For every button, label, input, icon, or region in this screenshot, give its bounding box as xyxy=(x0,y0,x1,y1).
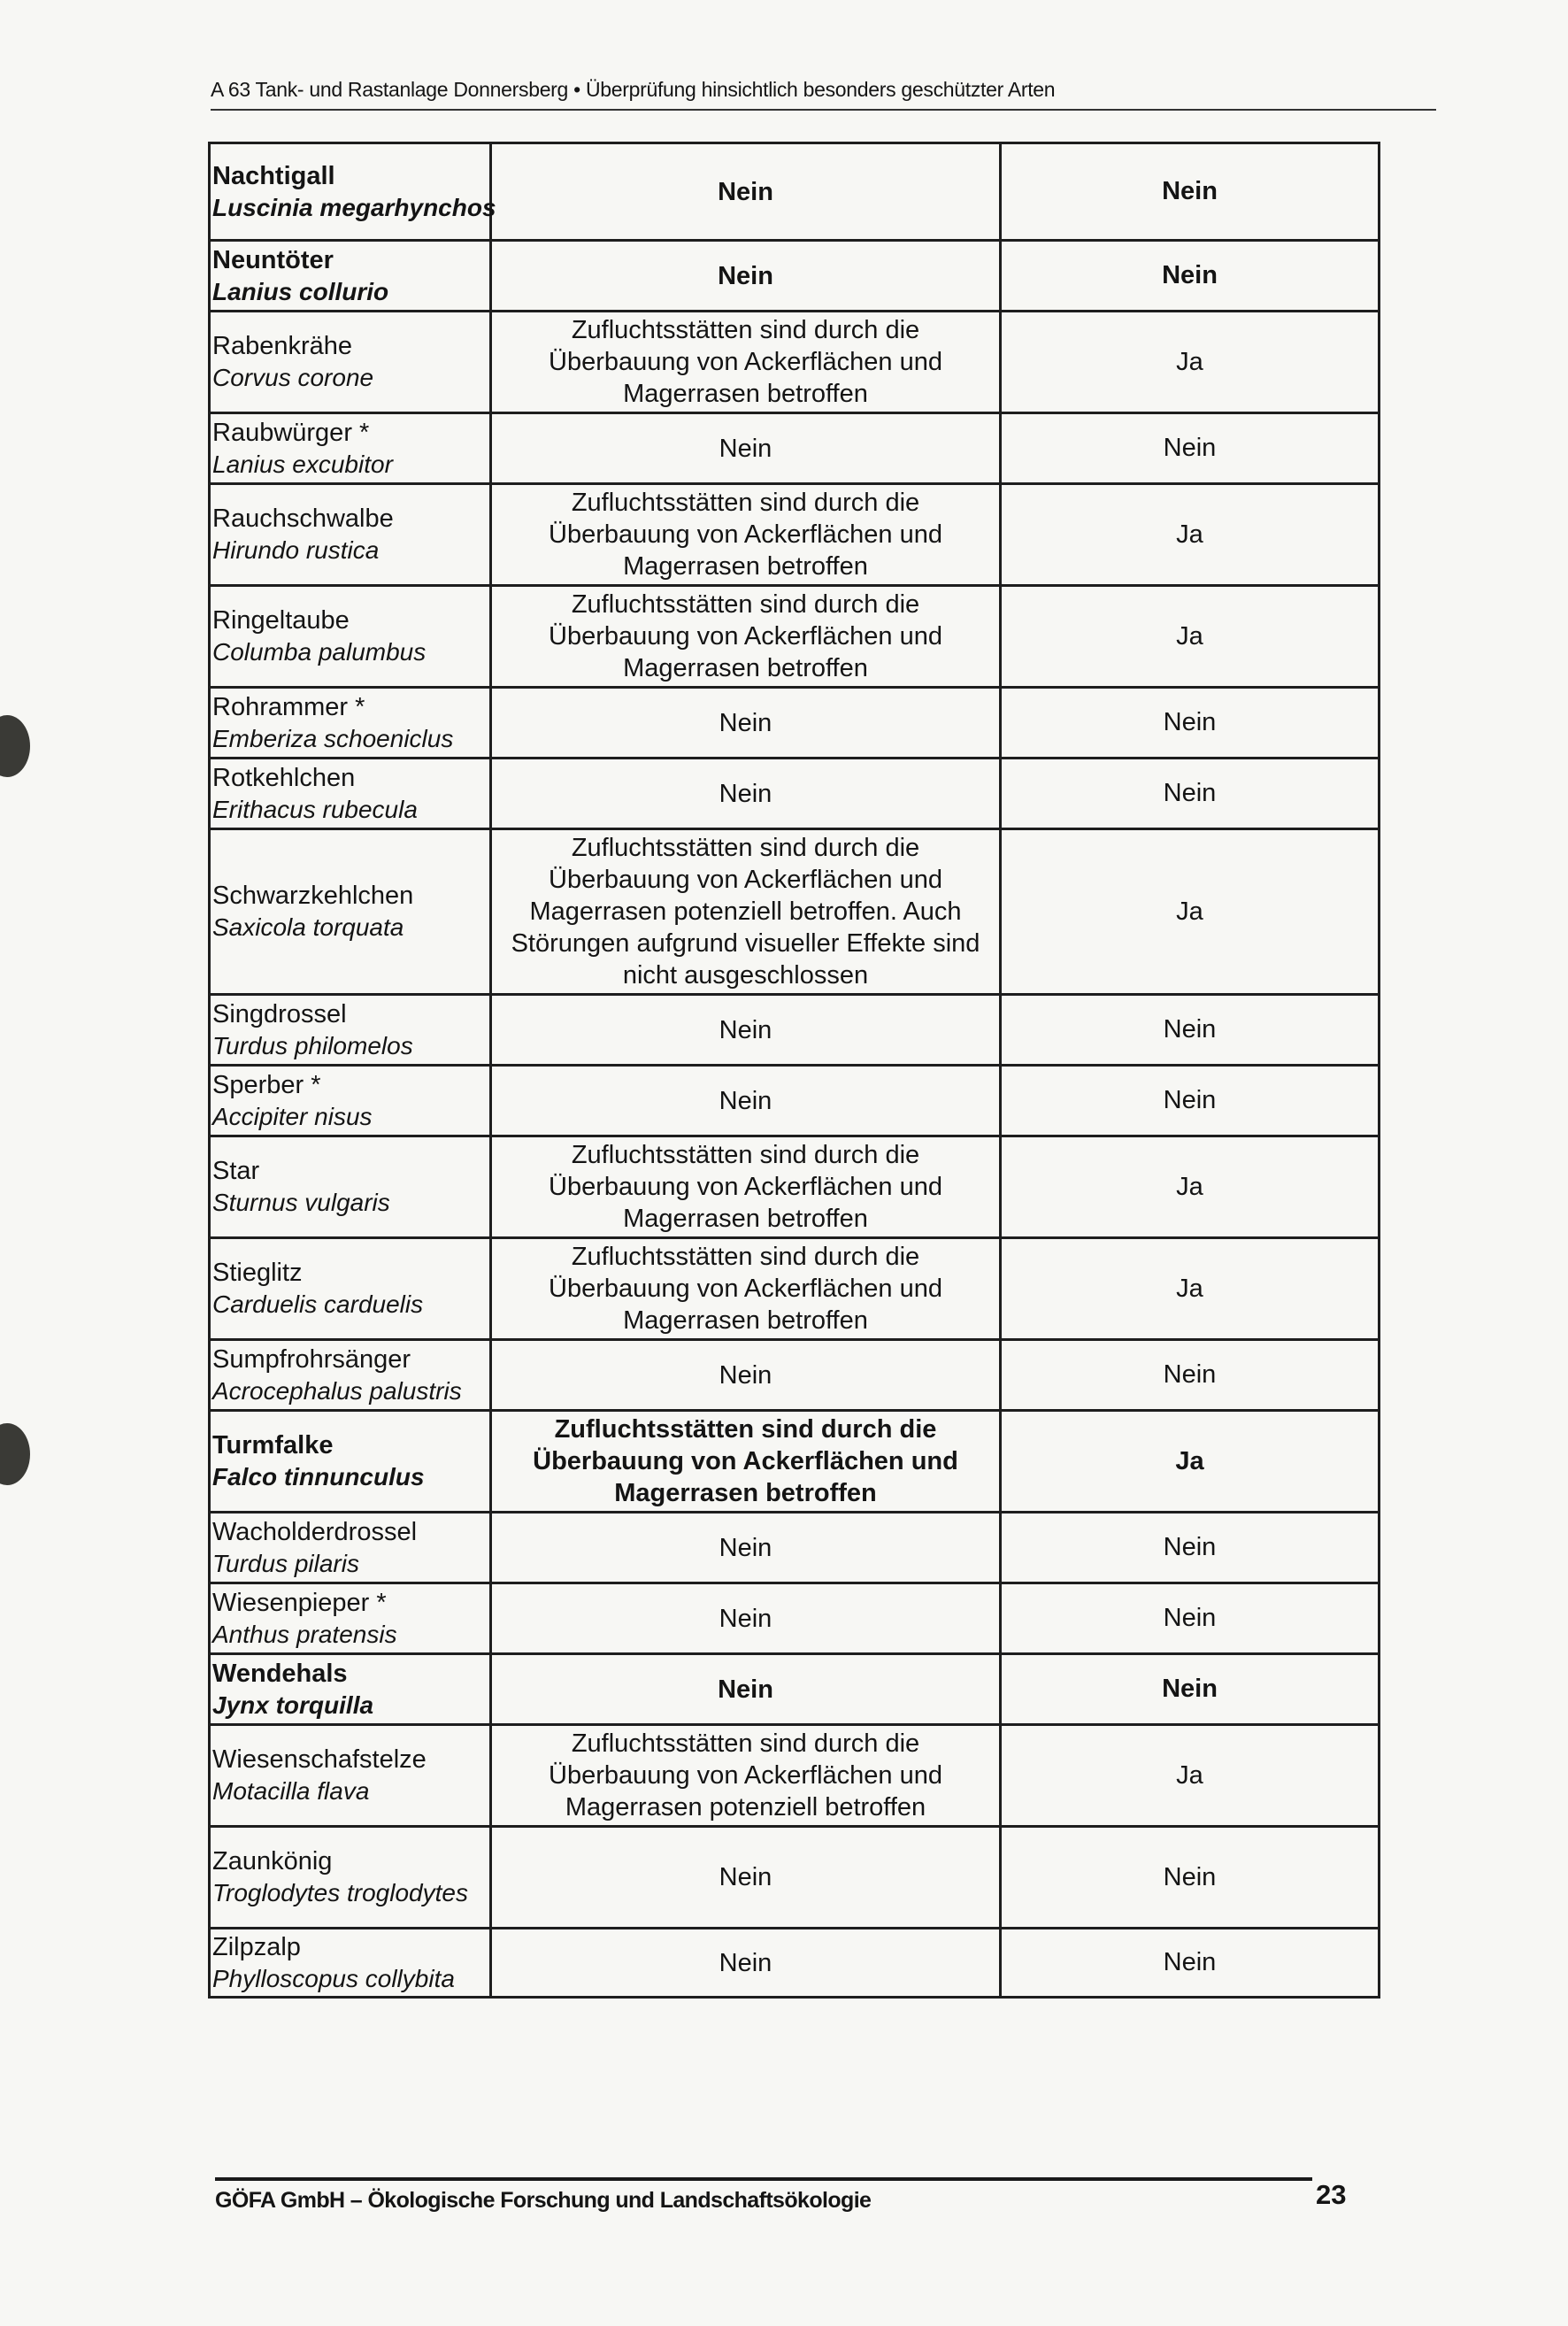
assessment-cell: Nein xyxy=(491,1827,1001,1929)
punch-hole xyxy=(0,1423,30,1485)
species-latin-name: Carduelis carduelis xyxy=(212,1290,424,1318)
species-common-name: Zilpzalp xyxy=(212,1932,301,1961)
species-cell xyxy=(210,1654,491,1725)
species-latin-name: Turdus pilaris xyxy=(212,1549,359,1577)
species-cell xyxy=(210,413,491,484)
table-row xyxy=(210,241,1380,312)
species-latin-name: Phylloscopus collybita xyxy=(212,1964,455,1992)
species-latin-name: Sturnus vulgaris xyxy=(212,1189,390,1216)
species-latin-name: Turdus philomelos xyxy=(212,1031,413,1059)
assessment-cell: Nein xyxy=(491,241,1001,312)
relevance-cell: Ja xyxy=(1001,586,1380,688)
table-row xyxy=(210,413,1380,484)
table-row xyxy=(210,688,1380,759)
assessment-cell: Nein xyxy=(491,688,1001,759)
relevance-cell: Ja xyxy=(1001,312,1380,413)
species-latin-name: Accipiter nisus xyxy=(212,1102,373,1130)
relevance-cell: Nein xyxy=(1001,143,1380,241)
table-row xyxy=(210,995,1380,1066)
species-common-name: Wacholderdrossel xyxy=(212,1517,418,1546)
species-common-name: Schwarzkehlchen xyxy=(212,882,414,910)
relevance-cell: Ja xyxy=(1001,484,1380,586)
assessment-cell: Nein xyxy=(491,1654,1001,1725)
assessment-cell: Zufluchtsstätten sind durch die Überbauung von Ackerflächen und Magerrasen betroffen xyxy=(491,1136,1001,1238)
table-row xyxy=(210,484,1380,586)
species-cell xyxy=(210,829,491,995)
table-row xyxy=(210,1136,1380,1238)
table-row xyxy=(210,143,1380,241)
species-cell xyxy=(210,241,491,312)
assessment-cell: Nein xyxy=(491,759,1001,829)
assessment-cell: Nein xyxy=(491,1066,1001,1136)
relevance-cell: Nein xyxy=(1001,759,1380,829)
table-row xyxy=(210,1411,1380,1513)
species-cell xyxy=(210,1513,491,1583)
species-common-name: Star xyxy=(212,1157,260,1185)
assessment-cell: Nein xyxy=(491,1513,1001,1583)
assessment-cell: Zufluchtsstätten sind durch die Überbauung von Ackerflächen und Magerrasen betroffen xyxy=(491,312,1001,413)
species-cell xyxy=(210,1411,491,1513)
relevance-cell: Nein xyxy=(1001,1340,1380,1411)
relevance-cell: Ja xyxy=(1001,829,1380,995)
species-cell xyxy=(210,688,491,759)
table-row xyxy=(210,1238,1380,1340)
relevance-cell: Nein xyxy=(1001,1066,1380,1136)
species-cell xyxy=(210,1066,491,1136)
species-latin-name: Lanius collurio xyxy=(212,277,389,305)
assessment-cell: Nein xyxy=(491,143,1001,241)
species-common-name: Sperber * xyxy=(212,1070,321,1099)
relevance-cell: Ja xyxy=(1001,1238,1380,1340)
species-common-name: Rauchschwalbe xyxy=(212,504,394,533)
species-cell xyxy=(210,1136,491,1238)
table-row xyxy=(210,1725,1380,1827)
species-cell xyxy=(210,1827,491,1929)
table-row xyxy=(210,829,1380,995)
assessment-cell: Nein xyxy=(491,1583,1001,1654)
species-common-name: Nachtigall xyxy=(212,161,335,190)
table-row xyxy=(210,1929,1380,1998)
relevance-cell: Nein xyxy=(1001,688,1380,759)
relevance-cell: Nein xyxy=(1001,1583,1380,1654)
species-common-name: Neuntöter xyxy=(212,245,334,274)
species-common-name: Zaunkönig xyxy=(212,1847,333,1875)
species-table xyxy=(208,142,1380,1999)
species-cell xyxy=(210,586,491,688)
species-common-name: Raubwürger * xyxy=(212,418,370,447)
assessment-cell: Nein xyxy=(491,413,1001,484)
relevance-cell: Nein xyxy=(1001,1827,1380,1929)
assessment-cell: Nein xyxy=(491,1929,1001,1998)
table-row xyxy=(210,1654,1380,1725)
page-footer: GÖFA GmbH – Ökologische Forschung und Landschaftsökologie xyxy=(215,2177,1312,2214)
species-cell xyxy=(210,1929,491,1998)
assessment-cell: Zufluchtsstätten sind durch die Überbauung von Ackerflächen und Magerrasen betroffen xyxy=(491,1411,1001,1513)
species-common-name: Ringeltaube xyxy=(212,606,350,635)
assessment-cell: Nein xyxy=(491,1340,1001,1411)
species-latin-name: Acrocephalus palustris xyxy=(212,1376,462,1405)
table-row xyxy=(210,1066,1380,1136)
species-cell xyxy=(210,1725,491,1827)
relevance-cell: Nein xyxy=(1001,1513,1380,1583)
assessment-cell: Zufluchtsstätten sind durch die Überbauung von Ackerflächen und Magerrasen potenziell betroffen xyxy=(491,1725,1001,1827)
table-row xyxy=(210,759,1380,829)
relevance-cell: Nein xyxy=(1001,1654,1380,1725)
species-latin-name: Erithacus rubecula xyxy=(212,795,418,823)
species-common-name: Rabenkrähe xyxy=(212,332,352,360)
species-latin-name: Corvus corone xyxy=(212,364,374,391)
species-cell xyxy=(210,1340,491,1411)
relevance-cell: Nein xyxy=(1001,1929,1380,1998)
relevance-cell: Ja xyxy=(1001,1725,1380,1827)
species-latin-name: Falco tinnunculus xyxy=(212,1463,425,1490)
species-cell xyxy=(210,995,491,1066)
relevance-cell: Nein xyxy=(1001,241,1380,312)
species-common-name: Singdrossel xyxy=(212,999,347,1028)
table-row xyxy=(210,312,1380,413)
assessment-cell: Zufluchtsstätten sind durch die Überbauung von Ackerflächen und Magerrasen betroffen xyxy=(491,586,1001,688)
species-cell xyxy=(210,1583,491,1654)
species-cell xyxy=(210,484,491,586)
table-row xyxy=(210,1340,1380,1411)
table-row xyxy=(210,586,1380,688)
species-cell xyxy=(210,1238,491,1340)
species-cell xyxy=(210,312,491,413)
assessment-cell: Zufluchtsstätten sind durch die Überbauung von Ackerflächen und Magerrasen betroffen xyxy=(491,484,1001,586)
page-number: 23 xyxy=(1316,2179,1347,2210)
page-header: A 63 Tank- und Rastanlage Donnersberg • Überprüfung hinsichtlich besonders geschützter Arten xyxy=(211,78,1436,111)
species-common-name: Turmfalke xyxy=(212,1431,334,1460)
table-row xyxy=(210,1513,1380,1583)
species-cell xyxy=(210,759,491,829)
assessment-cell: Nein xyxy=(491,995,1001,1066)
species-latin-name: Saxicola torquata xyxy=(212,913,404,941)
species-common-name: Wiesenschafstelze xyxy=(212,1745,427,1774)
species-latin-name: Motacilla flava xyxy=(212,1777,370,1805)
relevance-cell: Nein xyxy=(1001,995,1380,1066)
species-common-name: Wiesenpieper * xyxy=(212,1588,387,1617)
assessment-cell: Zufluchtsstätten sind durch die Überbauung von Ackerflächen und Magerrasen betroffen xyxy=(491,1238,1001,1340)
species-cell xyxy=(210,143,496,241)
table-row xyxy=(210,1827,1380,1929)
species-latin-name: Troglodytes troglodytes xyxy=(212,1879,468,1906)
species-latin-name: Jynx torquilla xyxy=(212,1691,374,1719)
relevance-cell: Ja xyxy=(1001,1136,1380,1238)
species-latin-name: Luscinia megarhynchos xyxy=(212,193,496,221)
species-common-name: Rohrammer * xyxy=(212,692,365,721)
relevance-cell: Ja xyxy=(1001,1411,1380,1513)
punch-hole xyxy=(0,715,30,777)
species-common-name: Stieglitz xyxy=(212,1259,303,1287)
species-latin-name: Emberiza schoeniclus xyxy=(212,724,454,752)
species-latin-name: Lanius excubitor xyxy=(212,450,393,478)
species-latin-name: Columba palumbus xyxy=(212,638,427,666)
species-common-name: Sumpfrohrsänger xyxy=(212,1344,411,1374)
table-row xyxy=(210,1583,1380,1654)
assessment-cell: Zufluchtsstätten sind durch die Überbauung von Ackerflächen und Magerrasen potenziell betroffen. Auch Störungen aufgrund visueller Effekte sind nicht ausgeschlossen xyxy=(491,829,1001,995)
species-latin-name: Hirundo rustica xyxy=(212,536,380,564)
relevance-cell: Nein xyxy=(1001,413,1380,484)
species-common-name: Rotkehlchen xyxy=(212,763,356,792)
species-latin-name: Anthus pratensis xyxy=(212,1620,397,1648)
species-common-name: Wendehals xyxy=(212,1659,348,1688)
